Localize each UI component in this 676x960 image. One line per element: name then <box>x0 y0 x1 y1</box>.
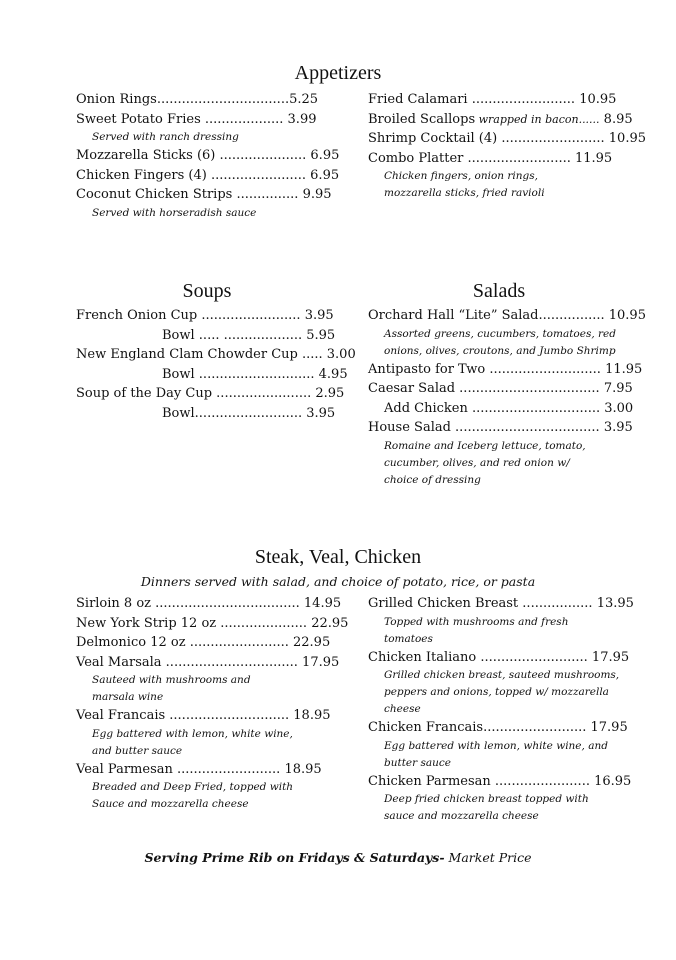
menu-item-name: Onion Rings <box>76 92 157 107</box>
menu-item-name: French Onion Cup <box>76 308 198 323</box>
leader-dots: ......................... <box>467 92 576 107</box>
menu-item-name: Caesar Salad <box>368 381 456 396</box>
menu-item-price: 10.95 <box>604 308 646 323</box>
menu-item <box>368 360 658 380</box>
menu-item-name: Antipasto for Two <box>368 361 486 377</box>
menu-item-name: New York Strip 12 oz <box>76 615 217 631</box>
appetizers-left-column <box>76 90 366 222</box>
menu-item-price: 3.95 <box>302 405 336 421</box>
menu-item-price: 11.95 <box>570 150 613 166</box>
menu-item-name: Delmonico 12 oz <box>76 635 186 650</box>
menu-item-price: 8.95 <box>599 111 633 127</box>
leader-dots: ................... <box>200 111 284 127</box>
menu-item <box>368 594 658 614</box>
menu-item-description: Egg battered with lemon, white wine, and <box>384 739 608 752</box>
leader-dots: ........................ <box>185 635 289 650</box>
menu-item-name: Chicken Italiano <box>368 649 477 665</box>
menu-item <box>368 149 658 169</box>
leader-dots: ..................... <box>215 148 307 163</box>
menu-item-description: mozzarella sticks, fried ravioli <box>384 187 545 199</box>
salads-heading: Salads <box>472 280 526 302</box>
menu-item-price: 10.95 <box>575 92 617 107</box>
menu-item-name: Combo Platter <box>368 150 464 166</box>
menu-item-price: 14.95 <box>299 596 342 611</box>
menu-item-description: Breaded and Deep Fried, topped with <box>92 781 294 793</box>
menu-item-price: 18.95 <box>280 761 322 777</box>
menu-item <box>368 399 658 419</box>
menu-item-description: Chicken fingers, onion rings, <box>384 170 538 182</box>
menu-item-name: Broiled Scallops <box>368 111 476 127</box>
menu-item-description: cheese <box>384 703 421 715</box>
menu-item-price: 6.95 <box>306 148 340 163</box>
menu-item <box>76 185 366 205</box>
leader-dots: ................................ <box>161 654 298 670</box>
menu-item-name: Add Chicken <box>384 400 468 416</box>
salads-column <box>368 306 658 489</box>
leader-dots: ................................ <box>156 92 290 107</box>
menu-item <box>368 110 658 130</box>
leader-dots: .......................... <box>476 649 588 665</box>
leader-dots: .......................... <box>194 405 303 421</box>
menu-item-price: 3.95 <box>300 308 334 323</box>
steak-left-column <box>76 594 366 813</box>
menu-item-price: 22.95 <box>288 635 331 650</box>
menu-item-price: 4.95 <box>314 366 348 382</box>
menu-item <box>76 166 366 186</box>
leader-dots: ......................... <box>172 761 281 777</box>
appetizers-heading: Appetizers <box>294 62 382 84</box>
menu-item <box>76 306 366 326</box>
footer-market-price: Market Price <box>444 850 532 865</box>
leader-dots: ............... <box>232 187 299 202</box>
soups-column <box>76 306 366 423</box>
menu-item-description: Sauce and mozzarella cheese <box>92 798 249 810</box>
menu-item-price: 13.95 <box>592 596 634 611</box>
menu-item <box>368 306 658 326</box>
menu-item <box>76 384 366 404</box>
menu-item-price: 3.00 <box>322 347 356 362</box>
menu-item-description: cucumber, olives, and red onion w/ <box>384 456 570 469</box>
menu-item-price: 22.95 <box>307 615 349 631</box>
menu-item <box>76 633 366 653</box>
menu-item-name: Mozzarella Sticks (6) <box>76 148 216 163</box>
menu-item-description: onions, olives, croutons, and Jumbo Shrimp <box>384 344 616 357</box>
menu-item-note: wrapped in bacon...... <box>475 112 600 126</box>
menu-item-name: Soup of the Day Cup <box>76 386 213 401</box>
menu-item-name: Veal Parmesan <box>76 761 173 777</box>
footer-note <box>0 850 676 865</box>
menu-item-name: Orchard Hall “Lite” Salad <box>368 308 539 323</box>
menu-item-name: Bowl <box>162 366 195 382</box>
menu-item-description: marsala wine <box>92 691 164 703</box>
menu-item-name: Chicken Francais <box>368 720 484 735</box>
menu-item <box>76 653 366 673</box>
menu-item <box>368 418 658 438</box>
menu-item-description: Topped with mushrooms and fresh <box>384 615 569 628</box>
menu-item <box>368 718 658 738</box>
leader-dots: ................................... <box>450 420 600 435</box>
menu-item-name: Sirloin 8 oz <box>76 596 152 611</box>
menu-item-name: Veal Marsala <box>76 654 162 670</box>
menu-item-name: Bowl <box>162 405 195 421</box>
menu-item-description: Romaine and Iceberg lettuce, tomato, <box>384 439 586 452</box>
menu-item-price: 3.99 <box>283 111 317 127</box>
leader-dots: ......................... <box>463 150 571 166</box>
menu-item-description: Served with horseradish sauce <box>92 206 257 219</box>
menu-item-price: 2.95 <box>311 386 345 401</box>
menu-item-description: choice of dressing <box>384 473 481 486</box>
menu-item <box>76 760 366 780</box>
menu-item-price: 11.95 <box>600 361 643 377</box>
leader-dots: ........................... <box>485 361 601 377</box>
leader-dots: ................. <box>518 596 593 611</box>
menu-item <box>368 129 658 149</box>
leader-dots: ................................... <box>151 596 300 611</box>
menu-item-description: Deep fried chicken breast topped with <box>384 793 589 805</box>
menu-item <box>76 706 366 726</box>
menu-item-description: Sauteed with mushrooms and <box>92 674 251 686</box>
menu-item <box>76 345 366 365</box>
menu-item-price: 9.95 <box>298 187 332 202</box>
menu-item-description: and butter sauce <box>92 744 183 757</box>
menu-item <box>76 90 366 110</box>
footer-bold-text: Serving Prime Rib on Fridays & Saturdays- <box>144 850 445 865</box>
menu-item-name: House Salad <box>368 420 451 435</box>
steak-heading: Steak, Veal, Chicken <box>254 546 422 568</box>
menu-item-price: 17.95 <box>586 720 628 735</box>
menu-item-price: 7.95 <box>599 381 633 396</box>
menu-item <box>76 326 366 346</box>
appetizers-right-column <box>368 90 658 202</box>
menu-item <box>76 404 366 424</box>
menu-item-price: 17.95 <box>587 649 630 665</box>
menu-item <box>368 772 658 792</box>
leader-dots: ........................ <box>197 308 301 323</box>
menu-item <box>76 365 366 385</box>
menu-item <box>76 614 366 634</box>
leader-dots: ....................... <box>212 386 312 401</box>
menu-item-description: peppers and onions, topped w/ mozzarella <box>384 686 609 698</box>
menu-item-name: Chicken Parmesan <box>368 773 491 789</box>
menu-item-price: 5.95 <box>302 327 336 343</box>
steak-subtitle: Dinners served with salad, and choice of potato, rice, or pasta <box>140 574 536 589</box>
menu-item-price: 6.95 <box>306 167 340 183</box>
menu-item-name: Chicken Fingers (4) <box>76 167 207 183</box>
menu-item-description: Grilled chicken breast, sauteed mushrooms, <box>384 669 620 681</box>
leader-dots: .................................. <box>455 381 600 396</box>
menu-item-description: Served with ranch dressing <box>92 131 239 143</box>
menu-item <box>368 90 658 110</box>
menu-item-name: Sweet Potato Fries <box>76 111 201 127</box>
leader-dots: ......................... <box>497 131 605 146</box>
leader-dots: ..... <box>297 347 323 362</box>
leader-dots: ................ <box>538 308 605 323</box>
menu-item <box>76 594 366 614</box>
menu-item <box>368 379 658 399</box>
menu-item <box>76 110 366 130</box>
menu-item <box>368 648 658 668</box>
menu-item-price: 3.95 <box>599 420 633 435</box>
leader-dots: ....................... <box>206 167 307 183</box>
leader-dots: ......................... <box>483 720 587 735</box>
menu-item-price: 3.00 <box>600 400 634 416</box>
menu-item-price: 17.95 <box>297 654 340 670</box>
leader-dots: ............................ <box>194 366 315 382</box>
soups-heading: Soups <box>182 280 232 302</box>
menu-item-name: Bowl <box>162 327 195 343</box>
leader-dots: ............................. <box>165 708 290 723</box>
menu-item-price: 18.95 <box>289 708 331 723</box>
menu-item-name: Shrimp Cocktail (4) <box>368 131 498 146</box>
menu-item-description: tomatoes <box>384 632 433 645</box>
menu-item <box>76 146 366 166</box>
menu-item-price: 16.95 <box>589 773 632 789</box>
leader-dots: ............................... <box>467 400 601 416</box>
menu-item-price: 5.25 <box>289 92 319 107</box>
menu-item-description: Assorted greens, cucumbers, tomatoes, red <box>384 327 616 340</box>
menu-item-description: Egg battered with lemon, white wine, <box>92 727 293 740</box>
menu-item-name: New England Clam Chowder Cup <box>76 347 298 362</box>
menu-item-name: Veal Francais <box>76 708 166 723</box>
menu-item-description: sauce and mozzarella cheese <box>384 810 539 822</box>
menu-item-name: Fried Calamari <box>368 92 468 107</box>
menu-item-name: Coconut Chicken Strips <box>76 187 233 202</box>
leader-dots: ..... ................... <box>194 327 303 343</box>
menu-item-name: Grilled Chicken Breast <box>368 596 519 611</box>
menu-item-description: butter sauce <box>384 756 451 769</box>
menu-item-price: 10.95 <box>604 131 647 146</box>
leader-dots: ..................... <box>216 615 308 631</box>
leader-dots: ....................... <box>490 773 590 789</box>
steak-right-column <box>368 594 658 825</box>
